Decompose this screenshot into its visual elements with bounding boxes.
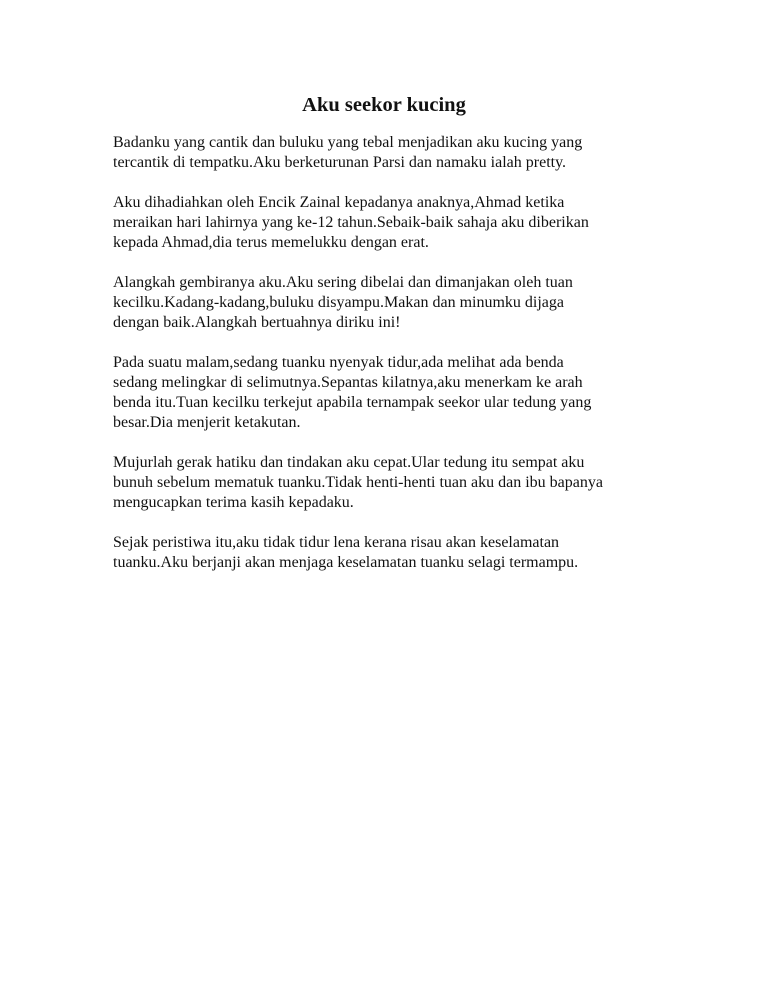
paragraph-line: bunuh sebelum mematuk tuanku.Tidak henti-henti tuan aku dan ibu bapanya (113, 474, 603, 491)
paragraph-line: Alangkah gembiranya aku.Aku sering dibelai dan dimanjakan oleh tuan (113, 274, 573, 291)
paragraph-line: dengan baik.Alangkah bertuahnya diriku ini! (113, 314, 401, 331)
paragraph-4 (113, 353, 673, 433)
paragraph-line: kecilku.Kadang-kadang,buluku disyampu.Makan dan minumku dijaga (113, 294, 565, 311)
paragraph-line: tuanku.Aku berjanji akan menjaga keselamatan tuanku selagi termampu. (113, 554, 579, 571)
paragraph-line: Mujurlah gerak hatiku dan tindakan aku cepat.Ular tedung itu sempat aku (113, 454, 585, 471)
paragraph-line: Aku dihadiahkan oleh Encik Zainal kepadanya anaknya,Ahmad ketika (113, 194, 565, 211)
paragraph-line: mengucapkan terima kasih kepadaku. (113, 494, 354, 511)
paragraph-line: besar.Dia menjerit ketakutan. (113, 414, 301, 431)
paragraph-line: tercantik di tempatku.Aku berketurunan Parsi dan namaku ialah pretty. (113, 154, 567, 171)
paragraph-1 (113, 133, 673, 173)
paragraph-line: Pada suatu malam,sedang tuanku nyenyak tidur,ada melihat ada benda (113, 354, 564, 371)
paragraph-6 (113, 533, 673, 573)
document-title: Aku seekor kucing (302, 94, 466, 116)
document-body (113, 133, 673, 593)
paragraph-line: meraikan hari lahirnya yang ke-12 tahun.Sebaik-baik sahaja aku diberikan (113, 214, 589, 231)
paragraph-2 (113, 193, 673, 253)
paragraph-line: Badanku yang cantik dan buluku yang tebal menjadikan aku kucing yang (113, 134, 583, 151)
paragraph-3 (113, 273, 673, 333)
paragraph-line: kepada Ahmad,dia terus memelukku dengan erat. (113, 234, 429, 251)
paragraph-line: Sejak peristiwa itu,aku tidak tidur lena kerana risau akan keselamatan (113, 534, 560, 551)
paragraph-5 (113, 453, 673, 513)
paragraph-line: benda itu.Tuan kecilku terkejut apabila ternampak seekor ular tedung yang (113, 394, 592, 411)
paragraph-line: sedang melingkar di selimutnya.Sepantas kilatnya,aku menerkam ke arah (113, 374, 583, 391)
